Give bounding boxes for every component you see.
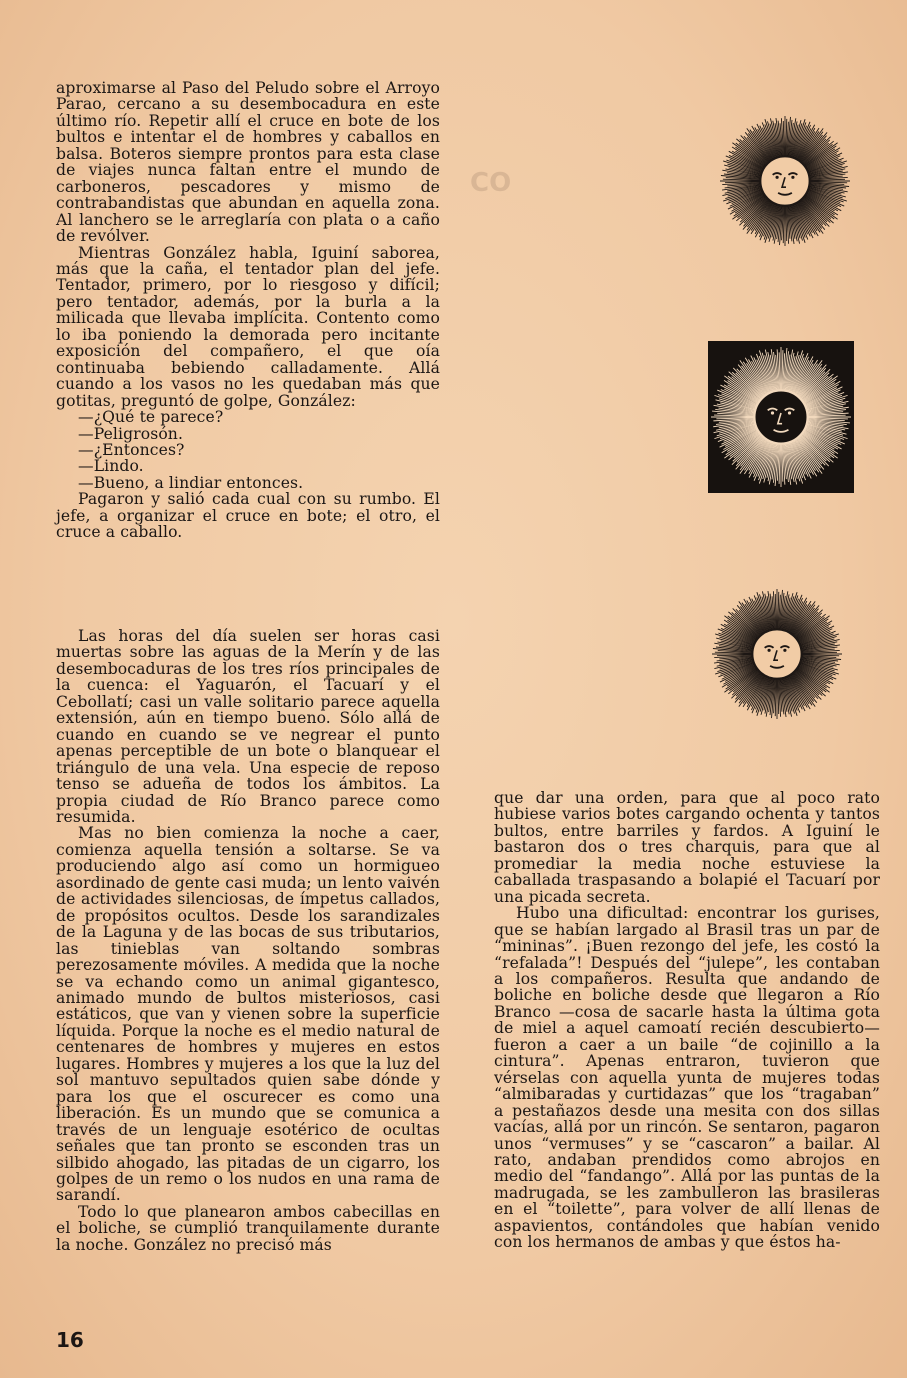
- paragraph: Mientras González habla, Iguiní saborea, más que la caña, el tentador plan del jefe. Tentador, primero, por lo riesgoso y difícil; pero tentador, además, por la burla a la milicada que llevaba implícita. Contento como lo iba poniendo la demorada pero incitante exposición del compañero, el que oía continuaba bebiendo calladamente. Allá cuando a los vasos no les quedaban más que gotitas, preguntó de golpe, González:: [56, 243, 440, 410]
- sun-face-illustration-middle: [708, 341, 854, 493]
- sun-face-illustration-top: [717, 113, 853, 249]
- right-column-text: [494, 790, 880, 1251]
- paragraph: —Peligrosón.: [78, 424, 184, 443]
- paragraph: Las horas del día suelen ser horas casi muertas sobre las aguas de la Merín y de las desembocaduras de los tres ríos principales de la cuenca: el Yaguarón, el Tacuarí y el Cebollatí; casi un valle solitario parece aquella extensión, aún en tiempo bueno. Sólo allá de cuando en cuando se ve negrear el punto apenas perceptible de un bote o blanquear el triángulo de una vela. Una especie de reposo tenso se adueña de todos los ámbitos. La propia ciudad de Río Branco parece como resumida.: [56, 627, 440, 826]
- paragraph: Hubo una dificultad: encontrar los gurises, que se habían largado al Brasil tras un par de “mininas”. ¡Buen rezongo del jefe, les costó la “refalada”! Después del “julepe”, les contaban a los compañeros. Resulta que andando de boliche en boliche desde que llegaron a Río Branco —cosa de sacarle hasta la última gota de miel a aquel camoatí recién descubierto— fueron a caer a un baile “de cojinillo a la cintura”. Apenas entraron, tuvieron que vérselas con aquella yunta de mujeres todas “almibaradas y curtidazas” que los “tragaban” a pestañazos desde una mesita con dos sillas vacías, allá por un rincón. Se sentaron, pagaron unos “vermuses” y se “cascaron” a bailar. Al rato, andaban prendidos como abrojos en medio del “fandango”. Allá por las puntas de la madrugada, se les zambulleron las brasileras en el “toilette”, para volver de allí llenas de aspavientos, contándoles que habían venido con los hermanos de ambas y que éstos ha-: [494, 904, 880, 1252]
- paragraph: que dar una orden, para que al poco rato hubiese varios botes cargando ochenta y tantos bultos, entre barriles y fardos. A Iguiní le bastaron dos o tres charquis, para que al promediar la media noche estuviese la caballada traspasando a bolapié el Tacuarí por una picada secreta.: [494, 789, 880, 906]
- left-column-top-text: [56, 80, 440, 541]
- show-through-text: CO: [470, 168, 512, 198]
- paragraph: —¿Entonces?: [78, 440, 185, 459]
- paragraph: —Bueno, a lindiar entonces.: [78, 473, 304, 492]
- paragraph: Mas no bien comienza la noche a caer, comienza aquella tensión a soltarse. Se va produciendo algo así como un hormigueo asordinado de gente casi muda; un lento vaivén de actividades silenciosas, de ímpetus callados, de propósitos ocultos. Desde los sarandizales de la Laguna y de las bocas de sus tributarios, las tinieblas van soltando sombras perezosamente móviles. A medida que la noche se va echando como un animal gigantesco, animado mundo de bultos misteriosos, casi estáticos, que van y vienen sobre la superficie líquida. Porque la noche es el medio natural de centenares de hombres y mujeres en estos lugares. Hombres y mujeres a los que la luz del sol mantuvo sepultados quien sabe dónde y para los que el oscurecer es como una liberación. Es un mundo que se comunica a través de un lenguaje esotérico de ocultas señales que tan pronto se esconden tras un silbido ahogado, las pitadas de un cigarro, los golpes de un remo o los nudos en una rama de sarandí.: [56, 824, 440, 1205]
- paragraph: Pagaron y salió cada cual con su rumbo. El jefe, a organizar el cruce en bote; el otro, el cruce a caballo.: [56, 490, 440, 542]
- page-number: 16: [56, 1328, 84, 1352]
- sun-face-illustration-bottom: [709, 586, 845, 722]
- left-column-bottom-text: [56, 628, 440, 1253]
- paragraph: aproximarse al Paso del Peludo sobre el Arroyo Parao, cercano a su desembocadura en este último río. Repetir allí el cruce en bote de los bultos e intentar el de hombres y caballos en balsa. Boteros siempre prontos para esta clase de viajes nunca faltan entre el mundo de carboneros, pescadores y mismo de contrabandistas que abundan en aquella zona. Al lanchero se le arreglaría con plata o a caño de revólver.: [56, 79, 440, 246]
- paragraph: —Lindo.: [78, 457, 144, 476]
- paragraph: Todo lo que planearon ambos cabecillas en el boliche, se cumplió tranquilamente durante la noche. González no precisó más: [56, 1202, 440, 1254]
- paragraph: —¿Qué te parece?: [78, 408, 224, 427]
